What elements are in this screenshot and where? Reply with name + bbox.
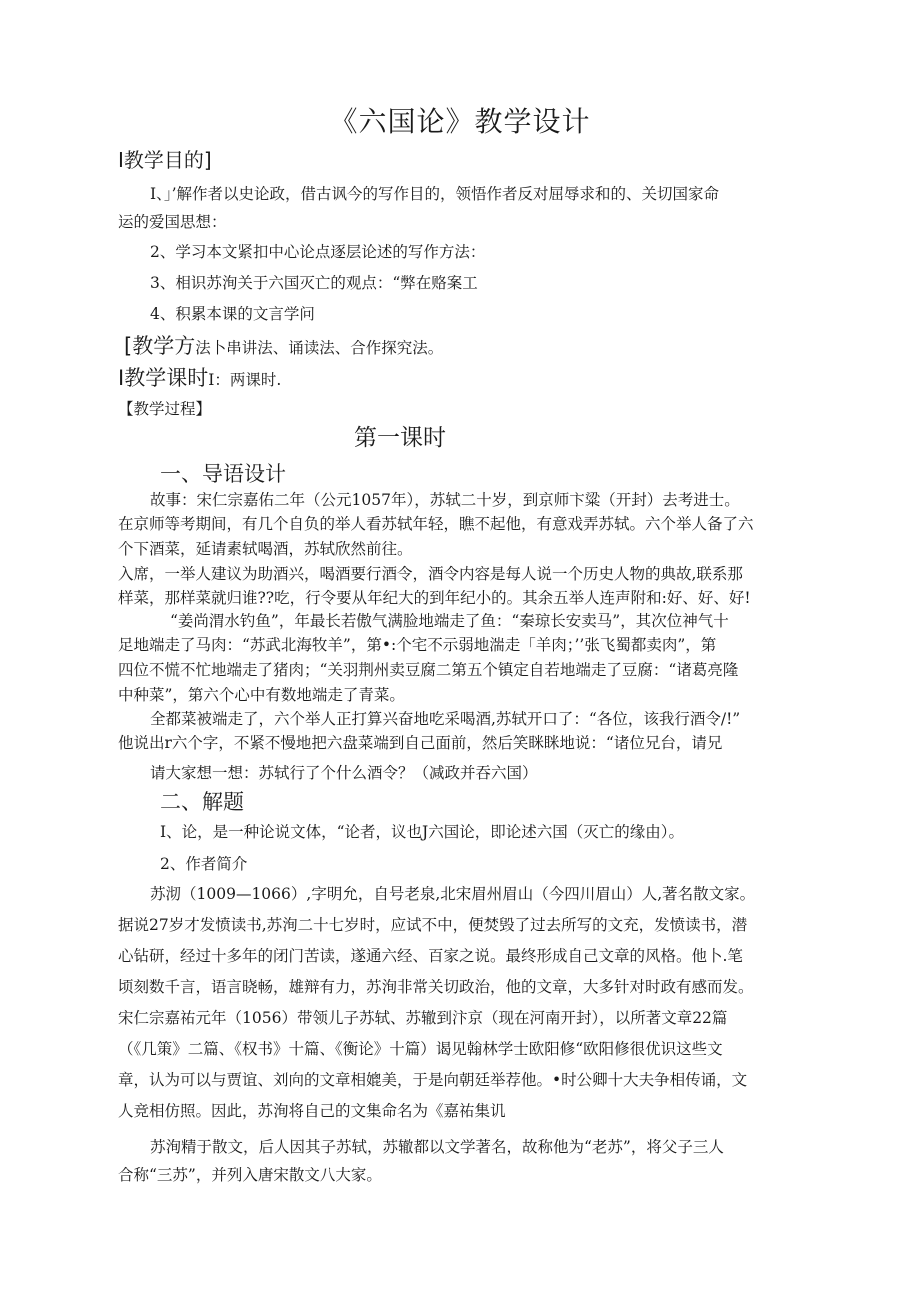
section-heading-topic: 二、解题 <box>160 790 244 814</box>
topic-line-1: I、论，是一种论说文体，“论者，议也J六国论，即论述六国（灭亡的缘由）。 <box>160 823 685 841</box>
author-line-9: 苏洵精于散文，后人因其子苏轼，苏辙都以文学著名，故称他为“老苏”，将父子三人 <box>150 1138 724 1156</box>
teaching-process-label: 【教学过程】 <box>118 400 212 418</box>
goal-2: 2、学习本文紧扣中心论点逐层论述的写作方法： <box>150 243 486 261</box>
section-heading-intro: 一、导语设计 <box>160 462 286 486</box>
story-line-8: 四位不慌不忙地端走了猪肉；“关羽荆州卖豆腐二第五个镇定自若地端走了豆腐：“诸葛亮隆 <box>118 661 739 679</box>
story-line-1: 故事：宋仁宗嘉佑二年（公元1057年），苏轼二十岁，到京师卞粱（开封）去考进士。 <box>150 491 740 509</box>
story-line-11: 他说出r六个字，不紧不慢地把六盘菜端到自己面前，然后笑眯眯地说：“诸位兄台，请兄 <box>118 734 723 752</box>
author-line-6: （《几策》二篇、《权书》十篇、《衡论》十篇）谒见翰林学士欧阳修“欧阳修很优识这些文 <box>118 1040 723 1058</box>
story-line-3: 个下酒菜，延请素轼喝酒，苏轼欣然前往。 <box>118 540 413 558</box>
author-line-5: 宋仁宗嘉祐元年（1056）带领儿子苏轼、苏辙到汴京（现在河南开封），以所著文章22篇 <box>118 1009 728 1027</box>
story-line-6: “姜尚渭水钓鱼”，年最长若傲气满脸地端走了鱼：“秦琼长安卖马”，其次位神气十 <box>170 612 729 630</box>
story-line-9: 中种菜”，第六个心中有数地端走了青菜。 <box>118 686 405 704</box>
story-line-7: 足地端走了马肉：“苏武北海牧羊”，第•:个宅不示弱地湍走「羊肉；’’张飞蜀都卖肉”，第 <box>118 636 717 654</box>
teaching-method-line <box>124 334 443 360</box>
teaching-method-heading: [教学方 <box>124 334 196 358</box>
goal-4: 4、积累本课的文言学问 <box>150 305 315 323</box>
author-line-8: 人竞相仿照。因此，苏洵将自己的文集命名为《嘉祐集讥 <box>118 1102 506 1120</box>
story-line-2: 在京师等考期间，有几个自负的举人看苏轼年轻，瞧不起他，有意戏弄苏轼。六个举人备了六 <box>118 515 754 533</box>
author-line-7: 章，认为可以与贾谊、刘向的文章相媲美，于是向朝廷举荐他。•时公卿十大夫争相传诵，文 <box>118 1071 748 1089</box>
story-line-10: 全都菜被端走了，六个举人正打算兴奋地吃采喝酒,苏轼开口了：“各位，该我行酒令/!” <box>150 710 741 728</box>
author-line-3: 心钻研，经过十多年的闭门苦读，遂通六经、百家之说。最终形成自己文章的风格。他卜.笔 <box>118 947 743 965</box>
author-line-10: 合称“三苏”，并列入唐宋散文八大家。 <box>118 1166 382 1184</box>
section-heading-goals: Ⅰ教学目的] <box>118 148 212 172</box>
document-title: 《六国论》教学设计 <box>329 105 591 138</box>
story-line-5: 样菜，那样菜就归谁??吃，行令要从年纪大的到年纪小的。其余五举人连声附和:好、好、好! <box>118 589 751 607</box>
author-line-4: 顷刻数千言，语言晓畅，雄辩有力，苏洵非常关切政治，他的文章，大多针对时政有感而发。 <box>118 978 754 996</box>
teaching-hours-line <box>118 366 281 392</box>
author-line-1: 苏沏（1009—1066）,字明允，自号老泉,北宋眉州眉山（今四川眉山）人,著名散文家。 <box>150 885 756 903</box>
author-line-2: 据说27岁才发愤读书,苏洵二十七岁时，应试不中，便焚毁了过去所写的文充，发愤读书，潜 <box>118 916 748 934</box>
teaching-hours-text: I：两课时. <box>208 371 282 389</box>
goal-1-line-1: I、」’解作者以史论政，借古讽今的写作目的，领悟作者反对屈辱求和的、关切国家命 <box>150 185 720 203</box>
lesson-one-heading: 第一课时 <box>354 425 446 451</box>
goal-1-line-2: 运的爱国思想： <box>118 213 227 231</box>
topic-line-2: 2、作者简介 <box>160 855 248 873</box>
story-line-12: 请大家想一想：苏轼行了个什么酒令？（减政并吞六国） <box>150 764 538 782</box>
goal-3: 3、相识苏洵关于六国灭亡的观点：“弊在赂案工 <box>150 274 478 292</box>
story-line-4: 入席，一举人建议为助酒兴，喝酒要行酒令，酒令内容是每人说一个历史人物的典故,联系那 <box>118 565 743 583</box>
teaching-method-text: 法卜串讲法、诵读法、合作探究法。 <box>195 339 444 357</box>
teaching-hours-heading: Ⅰ教学课时 <box>118 366 209 390</box>
